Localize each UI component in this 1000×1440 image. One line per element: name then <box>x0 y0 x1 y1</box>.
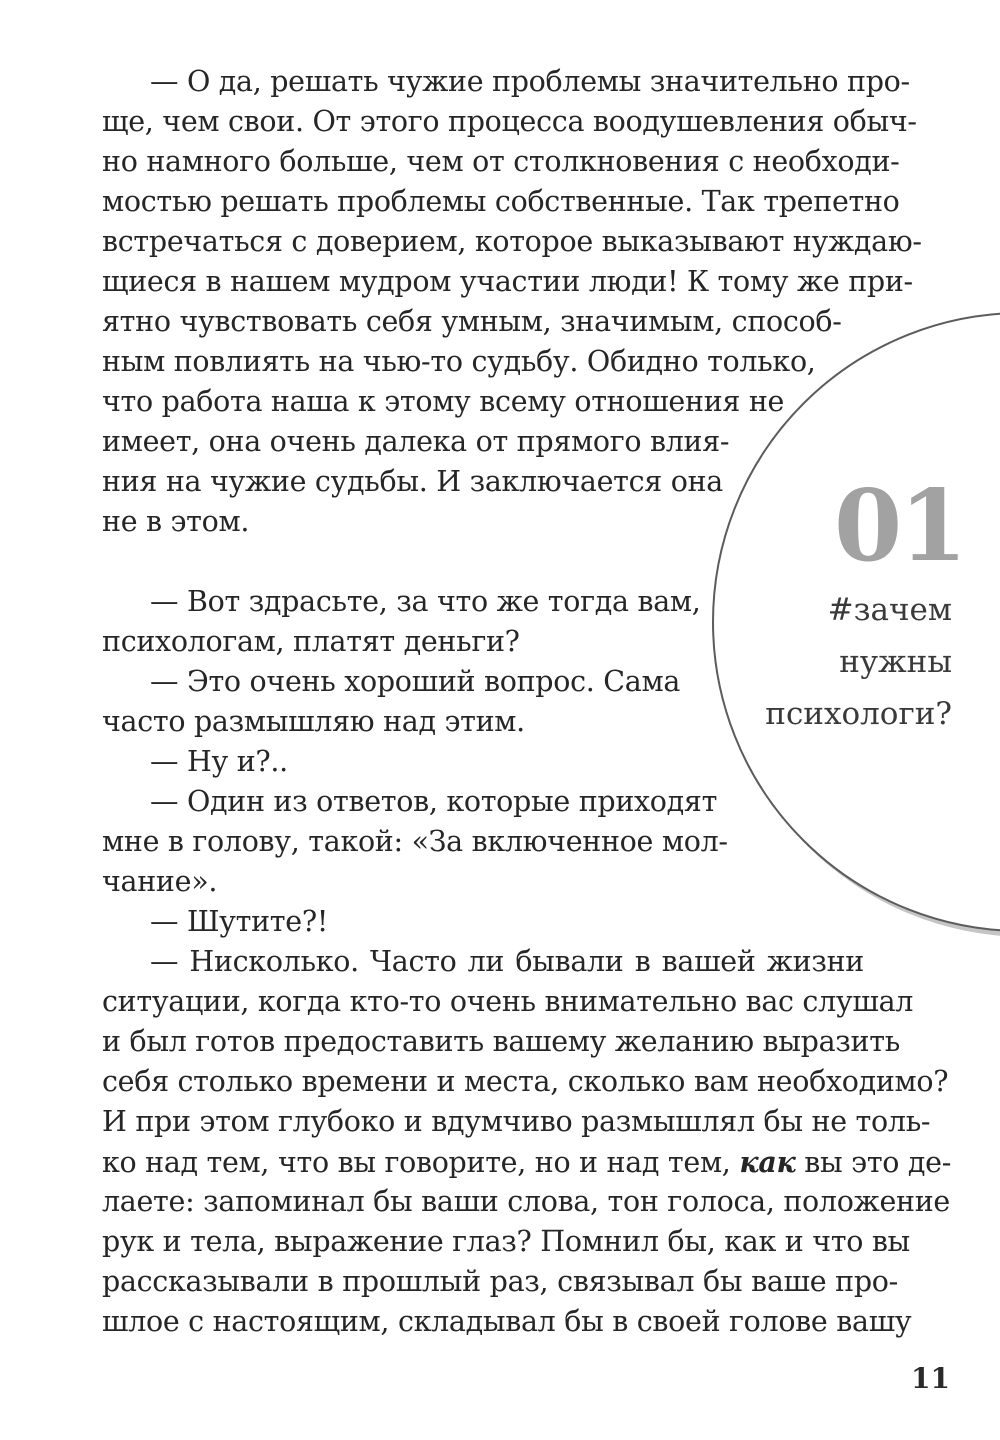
text-line: ситуации, когда кто-то очень внимательно вас слушал <box>102 985 914 1018</box>
text-line: — Это очень хороший вопрос. Сама <box>150 665 681 698</box>
text-line: имеет, она очень далека от прямого влия- <box>102 425 730 458</box>
page-number: 11 <box>911 1362 950 1395</box>
text-line: — Ну и?.. <box>150 745 288 778</box>
text-line: рассказывали в прошлый раз, связывал бы ваше про- <box>102 1265 898 1298</box>
text-line: ще, чем свои. От этого процесса воодушевления обыч- <box>102 105 917 138</box>
text-line: ятно чувствовать себя умным, значимым, способ- <box>102 305 842 338</box>
text-line: — Вот здрасьте, за что же тогда вам, <box>150 585 701 618</box>
text-line: — Шутите?! <box>150 905 328 938</box>
chapter-title-line-2: нужны <box>839 644 952 680</box>
text-line: но намного больше, чем от столкновения с необходи- <box>102 145 900 178</box>
emphasis-word: как <box>739 1145 796 1179</box>
chapter-title-line-3: психологи? <box>765 696 952 732</box>
text-line: И при этом глубоко и вдумчиво размышлял бы не толь- <box>102 1105 931 1138</box>
text-line: ко над тем, что вы говорите, но и над тем, как вы это де- <box>102 1145 952 1179</box>
text-line: шлое с настоящим, складывал бы в своей голове вашу <box>102 1305 912 1338</box>
text-line: — О да, решать чужие проблемы значительно про- <box>150 65 910 98</box>
text-line: мне в голову, такой: «За включенное мол- <box>102 825 728 858</box>
text-line: мостью решать проблемы собственные. Так трепетно <box>102 185 900 218</box>
text-line: встречаться с доверием, которое выказывают нуждаю- <box>102 225 922 258</box>
text-line: себя столько времени и места, сколько вам необходимо? <box>102 1065 949 1098</box>
text-line: и был готов предоставить вашему желанию выразить <box>102 1025 900 1058</box>
text-line: ния на чужие судьбы. И заключается она <box>102 465 723 498</box>
text-line: рук и тела, выражение глаз? Помнил бы, как и что вы <box>102 1225 910 1258</box>
text-line: чание». <box>102 865 218 898</box>
text-line: не в этом. <box>102 505 250 538</box>
text-line: часто размышляю над этим. <box>102 705 525 738</box>
chapter-title-line-1: #зачем <box>827 592 952 628</box>
text-line: щиеся в нашем мудром участии люди! К тому же при- <box>102 265 913 298</box>
text-line: лаете: запоминал бы ваши слова, тон голоса, положение <box>102 1185 950 1218</box>
text-line: что работа наша к этому всему отношения не <box>102 385 785 418</box>
text-line: — Один из ответов, которые приходят <box>150 785 718 818</box>
chapter-number: 01 <box>834 469 965 584</box>
text-line: ным повлиять на чью-то судьбу. Обидно только, <box>102 345 816 378</box>
text-line: — Нисколько. Часто ли бывали в вашей жизни <box>150 945 864 978</box>
text-line: психологам, платят деньги? <box>102 625 520 658</box>
